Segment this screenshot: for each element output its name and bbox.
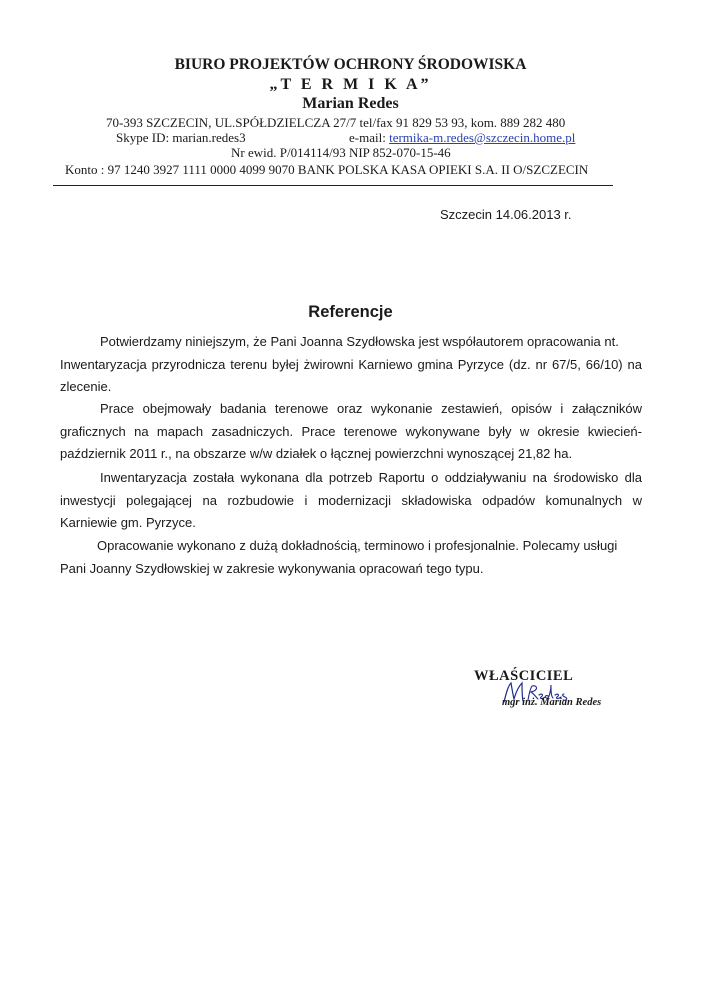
paragraph-line: Prace obejmowały badania terenowe oraz wykonanie zestawień, opisów i załączników [100,401,642,416]
paragraph-line: inwestycji polegającej na rozbudowie i modernizacji składowiska odpadów komunalnych w [60,492,642,508]
address-line: 70-393 SZCZECIN, UL.SPÓŁDZIELCZA 27/7 tel/fax 91 829 53 93, kom. 889 282 480 [106,115,566,130]
paragraph [60,535,642,580]
registration-line: Nr ewid. P/014114/93 NIP 852-070-15-46 [231,145,451,160]
paragraph-line: Karniewie gm. Pyrzyce. [60,515,196,530]
paragraph-line: zlecenie. [60,379,112,394]
owner-label: WŁAŚCICIEL [474,668,574,684]
paragraph-line: Potwierdzamy niniejszym, że Pani Joanna Szydłowska jest współautorem opracowania nt. [100,334,619,349]
paragraph-line: Pani Joanny Szydłowskiej w zakresie wykonywania opracowań tego typu. [60,560,484,576]
paragraph [60,398,642,466]
firm-owner: Marian Redes [302,95,399,112]
owner-name: mgr inż. Marian Redes [502,697,602,708]
email-line [349,130,575,146]
paragraph-line: Inwentaryzacja została wykonana dla potrzeb Raportu o oddziaływaniu na środowisko dla [100,470,642,485]
email-link[interactable]: termika-m.redes@szczecin.home.pl [389,130,576,145]
firm-name: BIURO PROJEKTÓW OCHRONY ŚRODOWISKA [174,56,527,73]
email-label: e-mail: [349,130,390,145]
firm-brand: „T E R M I K A” [269,76,432,93]
paragraph-line: Opracowanie wykonano z dużą dokładnością, terminowo i profesjonalnie. Polecamy usługi [97,538,618,553]
paragraph-line: październik 2011 r., na obszarze w/w działek o łącznej powierzchni wynoszącej 21,82 ha. [60,446,573,461]
bank-account: Konto : 97 1240 3927 1111 0000 4099 9070 BANK POLSKA KASA OPIEKI S.A. II O/SZCZECIN [65,162,589,177]
paragraph-line: graficznych na mapach zasadniczych. Prace terenowe wykonywane były w okresie kwiecień- [60,423,642,439]
paragraph [60,467,642,535]
letterhead-divider [53,185,613,186]
paragraph-line: Inwentaryzacja przyrodnicza terenu byłej żwirowni Karniewo gmina Pyrzyce (dz. nr 67/5, 66/10) na [60,356,642,372]
letter-title: Referencje [308,303,393,321]
skype-id: Skype ID: marian.redes3 [116,130,246,145]
letter-date: Szczecin 14.06.2013 r. [440,207,572,222]
paragraph [60,331,642,399]
